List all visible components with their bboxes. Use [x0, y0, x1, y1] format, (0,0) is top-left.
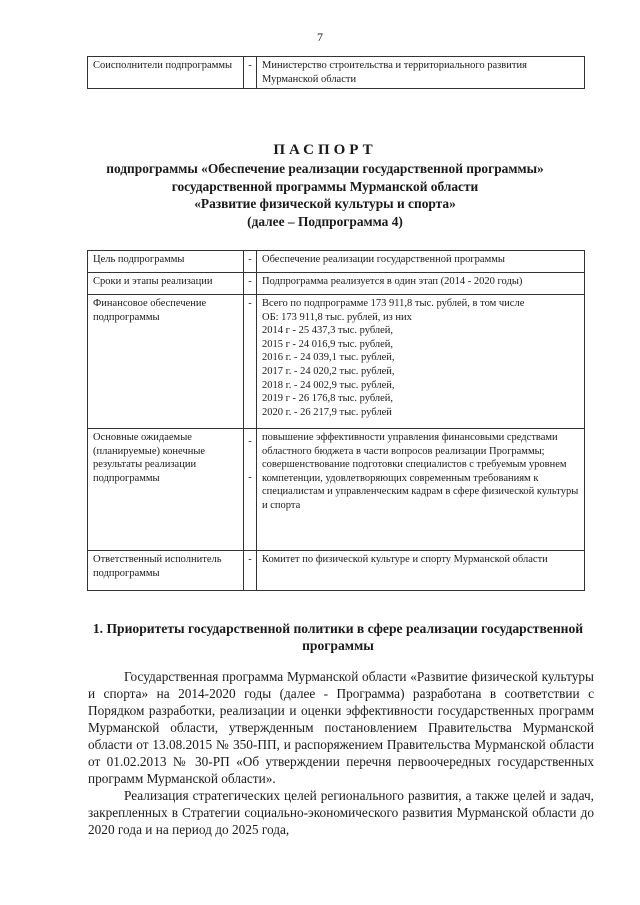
passport-title-block — [60, 140, 590, 230]
table-row — [88, 295, 585, 429]
passport-subtitle-1: подпрограммы «Обеспечение реализации государственной программы» — [106, 161, 544, 176]
row-value: Всего по подпрограмме 173 911,8 тыс. рублей, в том числе ОБ: 173 911,8 тыс. рублей, из них 2014 г - 25 437,3 тыс. рублей, 2015 г - 24 016,9 тыс. рублей, 2016 г. - 24 039,1 тыс. рублей, 2017 г. - 24 020,2 тыс. рублей, 2018 г. - 24 002,9 тыс. рублей, 2019 г - 26 176,8 тыс. рублей, 2020 г. - 26 217,9 тыс. рублей — [257, 295, 585, 429]
bullet-dash-2: - — [248, 471, 252, 483]
row-label: Основные ожидаемые (планируемые) конечные результаты реализации подпрограммы — [88, 429, 244, 551]
row-value — [257, 429, 585, 551]
row-value: Подпрограмма реализуется в один этап (2014 - 2020 годы) — [257, 273, 585, 295]
row-label: Соисполнители подпрограммы — [88, 57, 244, 89]
row-dash: - — [244, 251, 257, 273]
row-dash — [244, 429, 257, 551]
passport-subtitle-4: (далее – Подпрограмма 4) — [247, 213, 403, 229]
table-row — [88, 57, 585, 89]
row-label: Сроки и этапы реализации — [88, 273, 244, 295]
section-heading: 1. Приоритеты государственной политики в сфере реализации государственной программы — [92, 621, 584, 653]
table-row — [88, 273, 585, 295]
co-executors-table — [87, 56, 585, 89]
row-dash: - — [244, 295, 257, 429]
passport-title: ПАСПОРТ — [273, 142, 377, 158]
result-item-2: совершенствование подготовки специалистов с требуемым уровнем компетенции, удовлетворяющих современным требованиям к специалистам и управленческим кадрам в сфере физической культуры и спорта — [262, 459, 579, 511]
row-value: Министерство строительства и территориального развития Мурманской области — [257, 57, 585, 89]
row-dash: - — [244, 273, 257, 295]
row-dash: - — [244, 551, 257, 591]
passport-subtitle-3: «Развитие физической культуры и спорта» — [194, 196, 456, 212]
bullet-dash-1: - — [248, 436, 252, 447]
paragraph: Государственная программа Мурманской области «Развитие физической культуры и спорта» на 2014-2020 годы (далее - Программа) разработана в соответствии с Порядком разработки, реализации и оценки эффективности государственных программ Мурманской области, утвержденным постановлением Правительства Мурманской области от 13.08.2015 № 350-ПП, и распоряжением Правительства Мурманской области от 01.02.2013 № 30-РП «Об утверждении перечня первоочередных государственных программ Мурманской области». — [88, 669, 594, 786]
row-value: Комитет по физической культуре и спорту Мурманской области — [257, 551, 585, 591]
body-text — [88, 668, 594, 838]
row-value: Обеспечение реализации государственной программы — [257, 251, 585, 273]
result-item-1: повышение эффективности управления финансовыми средствами областного бюджета в части вопросов реализации Программы; — [262, 432, 558, 457]
page-number: 7 — [317, 30, 323, 44]
row-dash: - — [244, 57, 257, 89]
table-row — [88, 429, 585, 551]
passport-table — [87, 250, 585, 591]
row-label: Финансовое обеспечение подпрограммы — [88, 295, 244, 429]
row-label: Цель подпрограммы — [88, 251, 244, 273]
passport-subtitle-2: государственной программы Мурманской области — [171, 178, 479, 194]
table-row — [88, 551, 585, 591]
paragraph: Реализация стратегических целей регионального развития, а также целей и задач, закрепленных в Стратегии социально-экономического развития Мурманской области до 2020 года и на период до 2025 года, — [88, 788, 594, 837]
table-row — [88, 251, 585, 273]
row-label: Ответственный исполнитель подпрограммы — [88, 551, 244, 591]
